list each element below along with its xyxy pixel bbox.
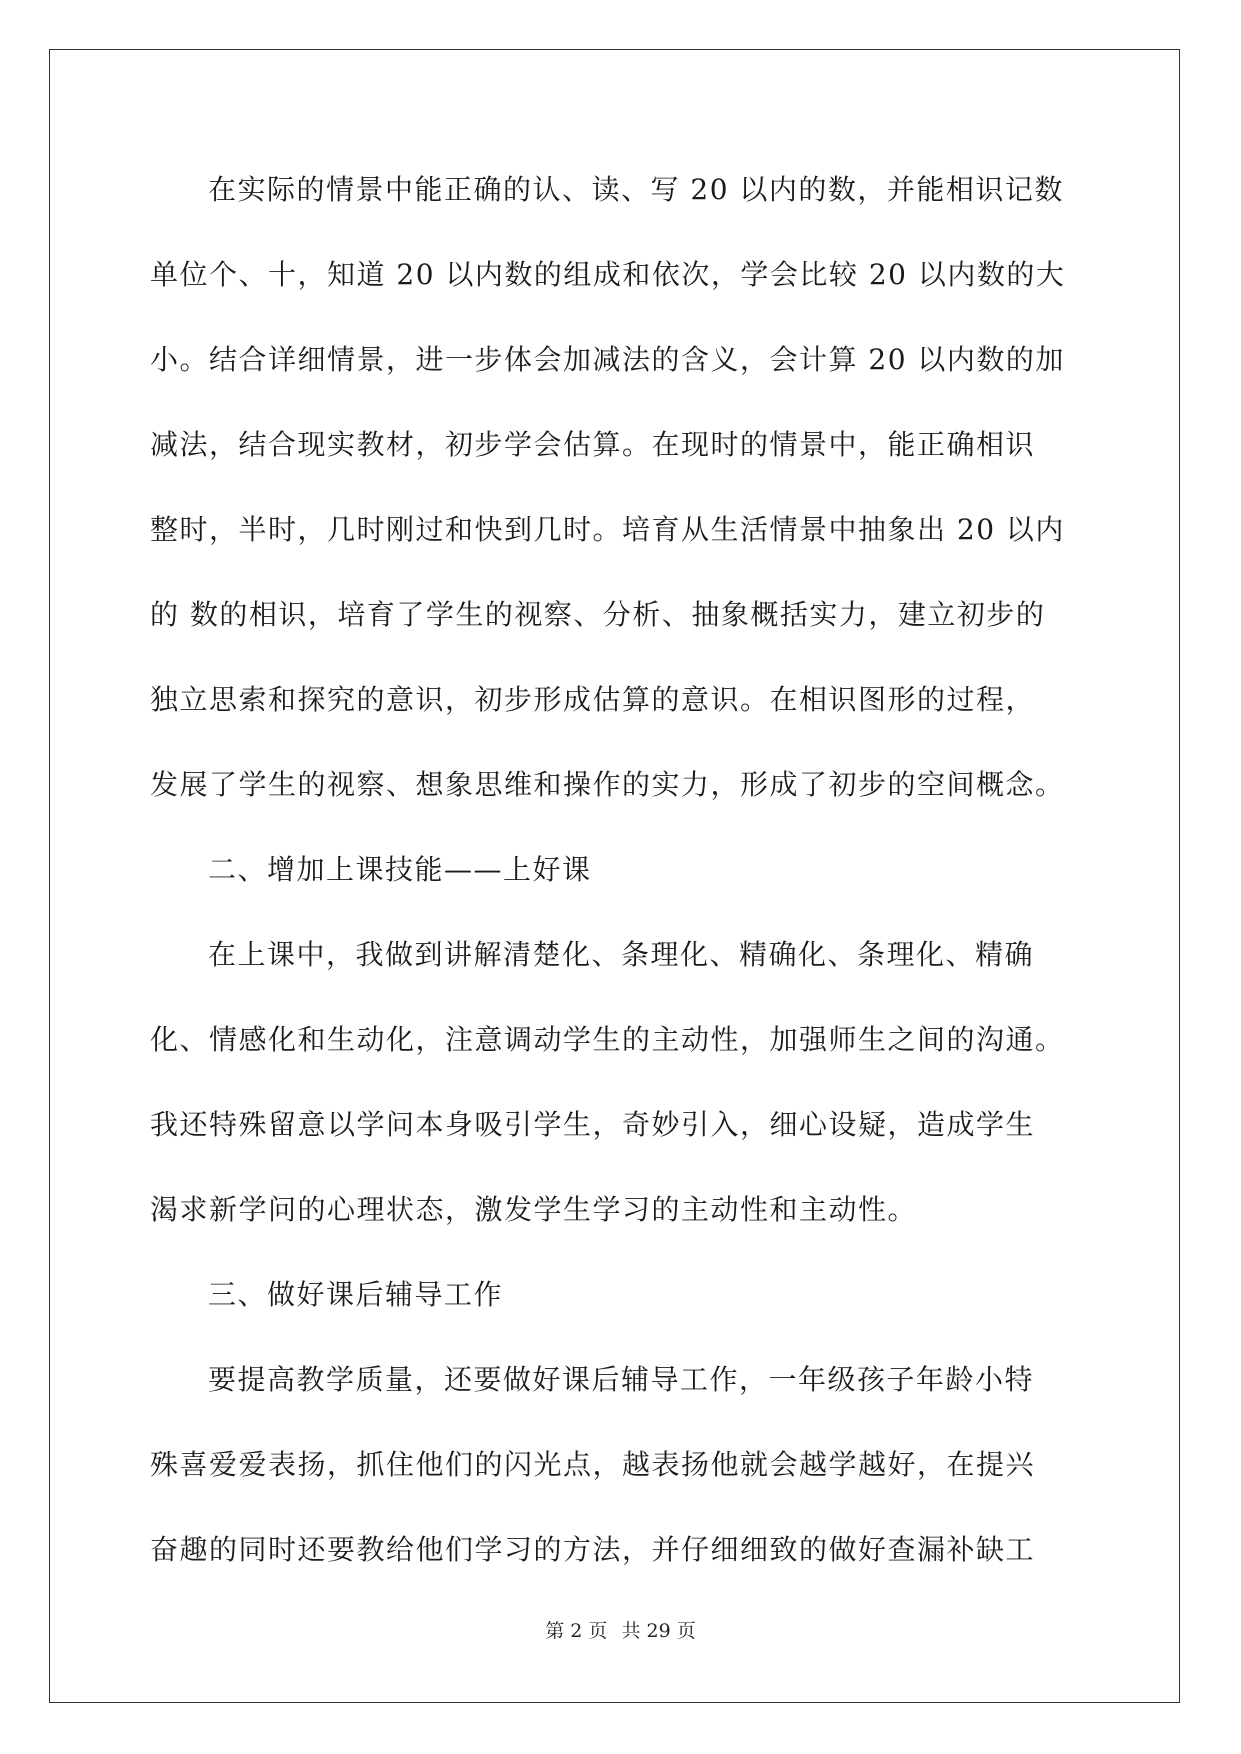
- text-line: 我还特殊留意以学问本身吸引学生，奇妙引入，细心设疑，造成学生: [150, 1108, 1036, 1141]
- section-heading: 三、做好课后辅导工作: [208, 1278, 504, 1311]
- text-line: 在实际的情景中能正确的认、读、写 20 以内的数，并能相识记数: [208, 173, 1064, 206]
- page-footer: [0, 1616, 1241, 1643]
- text-line: 独立思索和探究的意识，初步形成估算的意识。在相识图形的过程，: [150, 683, 1036, 716]
- document-body: [150, 160, 1090, 1605]
- text-line: 殊喜爱爱表扬，抓住他们的闪光点，越表扬他就会越学越好，在提兴: [150, 1448, 1036, 1481]
- text-line: 单位个、十，知道 20 以内数的组成和依次，学会比较 20 以内数的大: [150, 258, 1066, 291]
- text-line: 奋趣的同时还要教给他们学习的方法，并仔细细致的做好查漏补缺工: [150, 1533, 1036, 1566]
- text-line: 发展了学生的视察、想象思维和操作的实力，形成了初步的空间概念。: [150, 768, 1065, 801]
- text-line: 的 数的相识，培育了学生的视察、分析、抽象概括实力，建立初步的: [150, 598, 1046, 631]
- text-line: 小。结合详细情景，进一步体会加减法的含义，会计算 20 以内数的加: [150, 343, 1065, 376]
- page-total: 共 29 页: [621, 1620, 696, 1642]
- text-line: 减法，结合现实教材，初步学会估算。在现时的情景中，能正确相识: [150, 428, 1036, 461]
- text-line: 整时，半时，几时刚过和快到几时。培育从生活情景中抽象出 20 以内: [150, 513, 1065, 546]
- text-line: 要提高教学质量，还要做好课后辅导工作，一年级孩子年龄小特: [208, 1363, 1035, 1396]
- section-heading: 二、增加上课技能——上好课: [208, 853, 592, 886]
- text-line: 渴求新学问的心理状态，激发学生学习的主动性和主动性。: [150, 1193, 918, 1226]
- page-number: 第 2 页: [545, 1620, 608, 1642]
- text-line: 化、情感化和生动化，注意调动学生的主动性，加强师生之间的沟通。: [150, 1023, 1065, 1056]
- text-line: 在上课中，我做到讲解清楚化、条理化、精确化、条理化、精确: [208, 938, 1035, 971]
